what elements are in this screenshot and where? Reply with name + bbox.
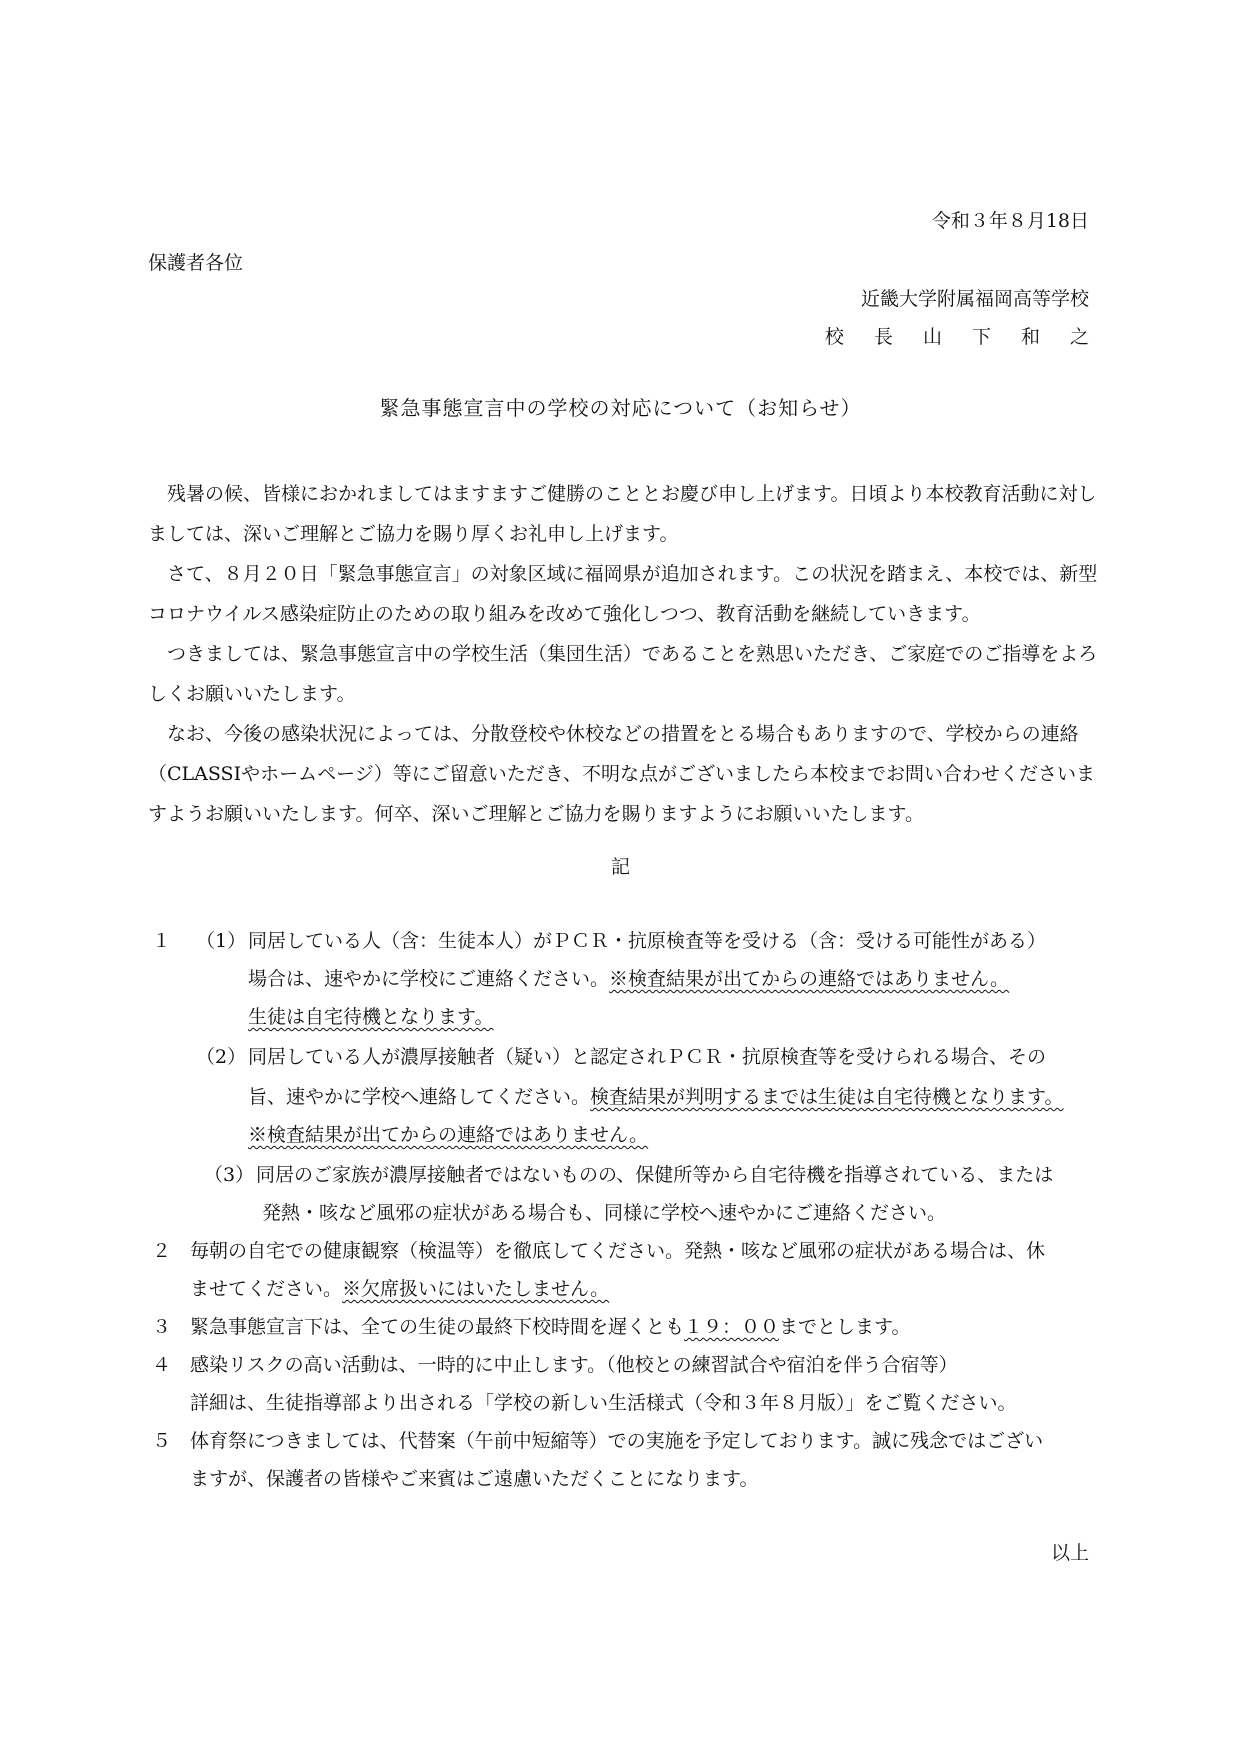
subitem-1-2-line <box>248 1126 648 1145</box>
principal-char: 下 <box>971 326 991 348</box>
subitem-1-2-line: 同居している人が濃厚接触者（疑い）と認定されＰＣＲ・抗原検査等を受けられる場合、その <box>248 1046 1047 1068</box>
subitem-number-1-2: （2） <box>196 1046 247 1068</box>
ki-heading: 記 <box>610 856 630 878</box>
subitem-1-1-line <box>248 970 1009 989</box>
paragraph-contact: なお、今後の感染状況によっては、分散登校や休校などの措置をとる場合もありますので、学校からの連絡（CLASSIやホームページ）等にご留意いただき、不明な点がございましたら本校までお問い合わせくださいますようお願いいたします。何卒、深いご理解とご協力を賜りますようにお願いいたします。 <box>148 723 1095 825</box>
document-title: 緊急事態宣言中の学校の対応について（お知らせ） <box>379 396 862 420</box>
item-number-5: ５ <box>152 1430 172 1452</box>
subitem-1-2-text: 旨、速やかに学校へ連絡してください。 <box>248 1086 591 1108</box>
item-2-line: 毎朝の自宅での健康観察（検温等）を徹底してください。発熱・咳など風邪の症状がある場合は、休 <box>190 1240 1046 1262</box>
subitem-number-1-3: （3） <box>204 1164 255 1186</box>
principal-char: 和 <box>1020 326 1040 348</box>
subitem-1-1-line <box>248 1008 493 1027</box>
subitem-1-3-line: 同居のご家族が濃厚接触者ではないものの、保健所等から自宅待機を指導されている、または <box>256 1164 1054 1186</box>
item-5-line: 体育祭につきましては、代替案（午前中短縮等）での実施を予定しております。誠に残念ではござい <box>190 1430 1044 1452</box>
item-number-1: １ <box>152 930 172 952</box>
principal-char: 山 <box>922 326 942 348</box>
subitem-1-2-emphasis: 検査結果が判明するまでは生徒は自宅待機となります。 <box>590 1086 1064 1108</box>
item-number-4: ４ <box>152 1354 172 1376</box>
item-5-line: ますが、保護者の皆様やご来賓はご遠慮いただくことになります。 <box>190 1468 759 1490</box>
recipient-line: 保護者各位 <box>148 252 244 274</box>
paragraph-request: つきましては、緊急事態宣言中の学校生活（集団生活）であることを熟思いただき、ご家庭でのご指導をよろしくお願いいたします。 <box>148 643 1098 705</box>
principal-char: 之 <box>1069 326 1089 348</box>
closing-mark: 以上 <box>1050 1542 1089 1564</box>
subitem-1-2-line <box>248 1088 1064 1107</box>
subitem-1-1-line: 同居している人（含：生徒本人）がＰＣＲ・抗原検査等を受ける（含：受ける可能性がある） <box>248 930 1047 952</box>
item-number-2: ２ <box>152 1240 172 1262</box>
item-4-line: 感染リスクの高い活動は、一時的に中止します。（他校との練習試合や宿泊を伴う合宿等） <box>190 1354 958 1376</box>
paragraph-situation: さて、８月２０日「緊急事態宣言」の対象区域に福岡県が追加されます。この状況を踏まえ、本校では、新型コロナウイルス感染症防止のための取り組みを改めて強化しつつ、教育活動を継続していきます。 <box>148 563 1098 625</box>
paragraph-greeting: 残暑の候、皆様におかれましてはますますご健勝のこととお慶び申し上げます。日頃より本校教育活動に対しましては、深いご理解とご協力を賜り厚くお礼申し上げます。 <box>148 483 1097 545</box>
subitem-1-1-text: 場合は、速やかに学校にご連絡ください。 <box>248 968 610 990</box>
principal-char: 校 <box>824 326 844 348</box>
item-2-emphasis: ※欠席扱いにはいたしません。 <box>342 1278 610 1300</box>
subitem-1-3-line: 発熱・咳など風邪の症状がある場合も、同様に学校へ速やかにご連絡ください。 <box>262 1202 947 1224</box>
item-2-text: ませてください。 <box>190 1278 343 1300</box>
principal-char: 長 <box>873 326 893 348</box>
body-text <box>148 474 1098 834</box>
subitem-number-1-1: （1） <box>196 930 247 952</box>
item-3-text: までとします。 <box>779 1316 911 1338</box>
item-number-3: ３ <box>152 1316 172 1338</box>
principal-name <box>825 328 1089 347</box>
subitem-1-1-emphasis: ※検査結果が出てからの連絡ではありません。 <box>609 968 1010 990</box>
item-4-line: 詳細は、生徒指導部より出される「学校の新しい生活様式（令和３年８月版）」をご覧ください。 <box>190 1392 1017 1414</box>
item-2-line <box>190 1280 609 1299</box>
item-3-text: 緊急事態宣言下は、全ての生徒の最終下校時間を遅くとも <box>190 1316 685 1338</box>
subitem-1-1-emphasis: 生徒は自宅待機となります。 <box>248 1006 494 1028</box>
school-name: 近畿大学附属福岡高等学校 <box>860 288 1089 310</box>
subitem-1-2-emphasis: ※検査結果が出てからの連絡ではありません。 <box>248 1124 649 1146</box>
item-3-line <box>190 1318 911 1337</box>
dismissal-time: １９：００ <box>684 1316 780 1338</box>
document-date: 令和３年８月18日 <box>931 210 1089 232</box>
